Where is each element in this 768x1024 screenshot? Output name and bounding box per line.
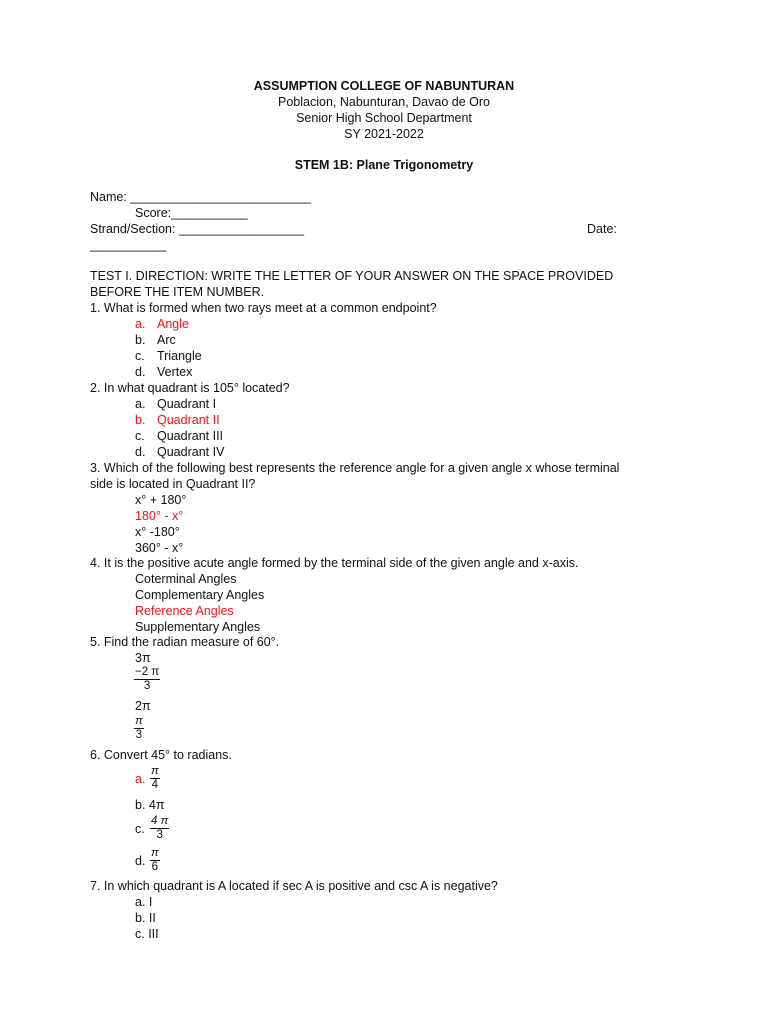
option-label: d. — [135, 445, 146, 459]
fraction-numerator: π — [135, 715, 143, 727]
option-text: Quadrant I — [157, 397, 217, 411]
school-name: ASSUMPTION COLLEGE OF NABUNTURAN — [253, 79, 515, 93]
q3-option-a: x° + 180° — [135, 493, 187, 507]
q4-option-a: Coterminal Angles — [135, 572, 237, 586]
q5-option-d-fraction — [134, 715, 144, 742]
option-text: Arc — [157, 333, 176, 347]
q6-option-a-label: a. — [135, 772, 146, 786]
q3-option-d: 360° - x° — [135, 541, 184, 555]
q6-option-d-label: d. — [135, 854, 146, 868]
question-5: 5. Find the radian measure of 60°. — [90, 635, 280, 649]
q2-option-c — [135, 428, 223, 444]
question-3: 3. Which of the following best represents the reference angle for a given angle x whose terminal — [90, 461, 620, 475]
q7-option-a: a. I — [135, 895, 153, 909]
option-label: b. — [135, 333, 146, 347]
q3-option-c: x° -180° — [135, 525, 180, 539]
fraction-numerator: −2 π — [135, 666, 160, 678]
option-text: Quadrant II — [157, 413, 220, 427]
question-4: 4. It is the positive acute angle formed by the terminal side of the given angle and x-axis. — [90, 556, 579, 570]
option-text: Angle — [157, 317, 189, 331]
fraction-denominator: 6 — [151, 861, 159, 873]
option-text: Quadrant III — [157, 429, 224, 443]
question-7: 7. In which quadrant is A located if sec A is positive and csc A is negative? — [90, 879, 498, 893]
q7-option-b: b. II — [135, 911, 156, 925]
q4-option-b: Complementary Angles — [135, 588, 265, 602]
q2-option-d — [135, 444, 224, 460]
question-3-cont: side is located in Quadrant II? — [90, 477, 256, 491]
q6-option-c-fraction — [150, 815, 169, 842]
fraction-denominator: 4 — [151, 779, 159, 791]
q1-option-c — [135, 348, 202, 364]
q5-option-a: 3π — [135, 651, 151, 665]
option-label: a. — [135, 317, 146, 331]
q1-option-d — [135, 364, 192, 380]
question-6: 6. Convert 45° to radians. — [90, 748, 232, 762]
q6-option-a-fraction — [150, 765, 160, 792]
q2-option-a — [135, 396, 216, 412]
option-text: Vertex — [157, 365, 193, 379]
option-label: b. — [135, 413, 146, 427]
option-text: Quadrant IV — [157, 445, 225, 459]
test-direction: TEST I. DIRECTION: WRITE THE LETTER OF YOUR ANSWER ON THE SPACE PROVIDED — [90, 269, 614, 283]
option-label: c. — [135, 349, 145, 363]
q6-option-b: b. 4π — [135, 798, 165, 812]
fraction-numerator: π — [151, 847, 159, 859]
fraction-denominator: 3 — [135, 729, 143, 741]
department: Senior High School Department — [296, 111, 472, 125]
q4-option-c: Reference Angles — [135, 604, 234, 618]
option-label: c. — [135, 429, 145, 443]
q4-option-d: Supplementary Angles — [135, 620, 261, 634]
q5-option-b-fraction — [134, 666, 160, 693]
option-label: d. — [135, 365, 146, 379]
score-field: Score:___________ — [135, 206, 248, 220]
q2-option-b — [135, 412, 220, 428]
q3-option-b: 180° - x° — [135, 509, 184, 523]
date-line: ___________ — [90, 238, 167, 252]
fraction-denominator: 3 — [134, 679, 160, 693]
fraction-numerator: π — [151, 765, 159, 777]
fraction-denominator: 3 — [150, 828, 169, 842]
option-label: a. — [135, 397, 146, 411]
q6-option-d-fraction — [150, 847, 160, 874]
school-year: SY 2021-2022 — [344, 127, 424, 141]
school-address: Poblacion, Nabunturan, Davao de Oro — [278, 95, 490, 109]
test-direction-cont: BEFORE THE ITEM NUMBER. — [90, 285, 265, 299]
q5-option-c: 2π — [135, 699, 151, 713]
date-label: Date: — [587, 222, 617, 236]
q6-option-c-label: c. — [135, 822, 145, 836]
fraction-numerator: 4 π — [151, 815, 169, 827]
subject-title: STEM 1B: Plane Trigonometry — [294, 158, 474, 172]
name-field: Name: __________________________ — [90, 190, 312, 204]
question-1: 1. What is formed when two rays meet at a common endpoint? — [90, 301, 437, 315]
strand-field: Strand/Section: __________________ — [90, 222, 305, 236]
q7-option-c: c. III — [135, 927, 159, 941]
q1-option-a — [135, 316, 189, 332]
question-2: 2. In what quadrant is 105° located? — [90, 381, 290, 395]
option-text: Triangle — [157, 349, 202, 363]
q1-option-b — [135, 332, 176, 348]
